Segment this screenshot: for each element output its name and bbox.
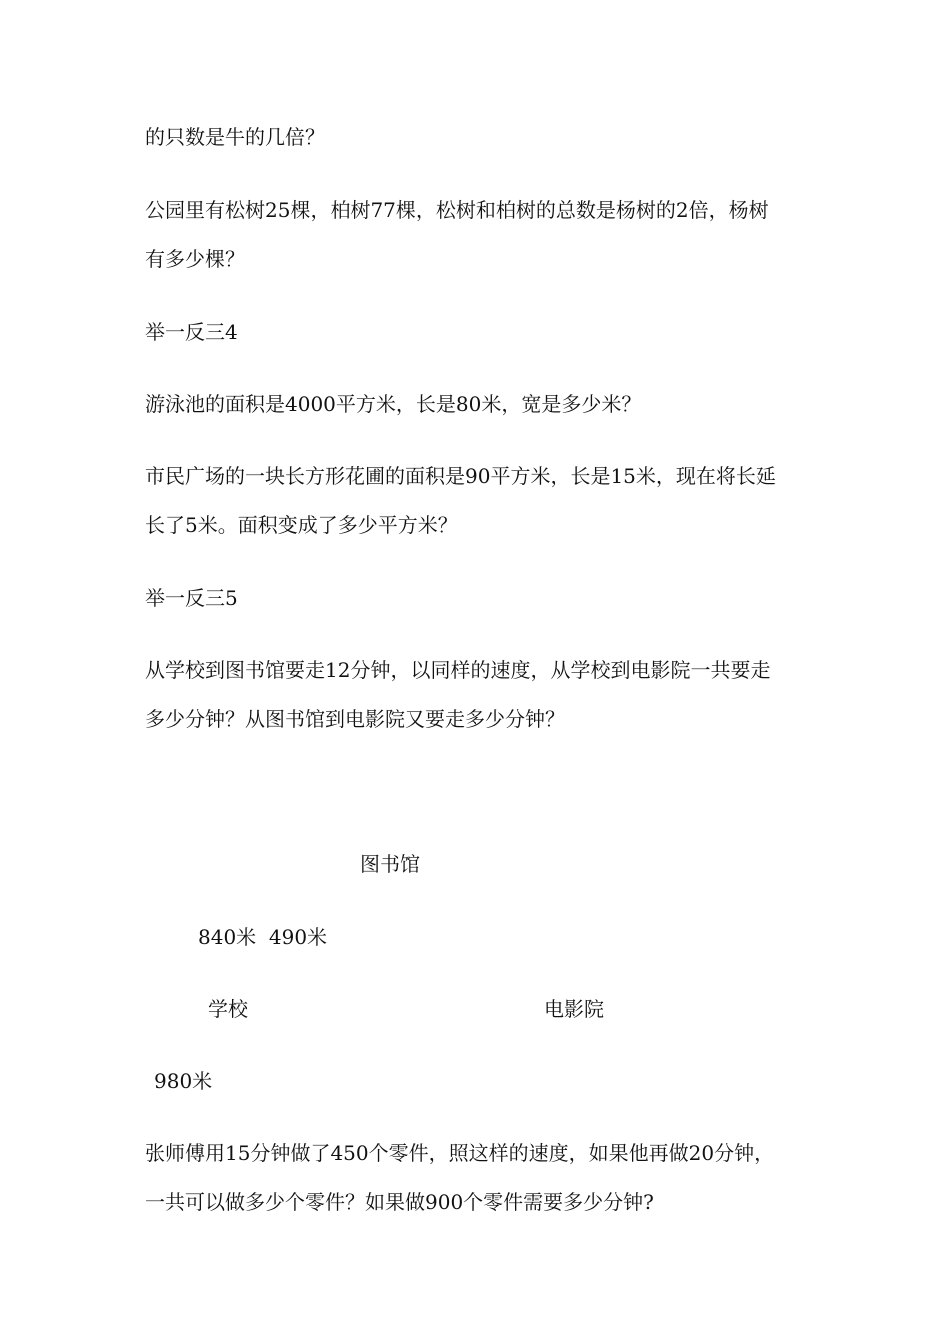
section-heading-4: 举一反三4	[145, 320, 238, 344]
text-line-5: 游泳池的面积是4000平方米，长是80米，宽是多少米？	[145, 392, 642, 416]
text-line-6: 市民广场的一块长方形花圃的面积是90平方米，长是15米，现在将长延	[145, 464, 776, 488]
text-line-9: 从学校到图书馆要走12分钟，以同样的速度，从学校到电影院一共要走	[145, 658, 771, 682]
text-line-12: 一共可以做多少个零件？如果做900个零件需要多少分钟?	[145, 1190, 654, 1214]
text-line-1: 的只数是牛的几倍？	[145, 125, 325, 149]
text-line-3: 有多少棵？	[145, 247, 245, 271]
diagram-cinema-label: 电影院	[544, 997, 604, 1021]
diagram-bottom-distance-label: 980米	[154, 1069, 213, 1093]
section-heading-5: 举一反三5	[145, 586, 238, 610]
text-line-10: 多少分钟？从图书馆到电影院又要走多少分钟？	[145, 707, 565, 731]
diagram-school-label: 学校	[208, 997, 248, 1021]
text-line-2: 公园里有松树25棵，柏树77棵，松树和柏树的总数是杨树的2倍，杨树	[145, 198, 769, 222]
diagram-library-label: 图书馆	[360, 852, 420, 876]
diagram-distances-label: 840米 490米	[198, 925, 328, 949]
text-line-7: 长了5米。面积变成了多少平方米？	[145, 513, 458, 537]
text-line-11: 张师傅用15分钟做了450个零件，照这样的速度，如果他再做20分钟，	[145, 1141, 775, 1165]
